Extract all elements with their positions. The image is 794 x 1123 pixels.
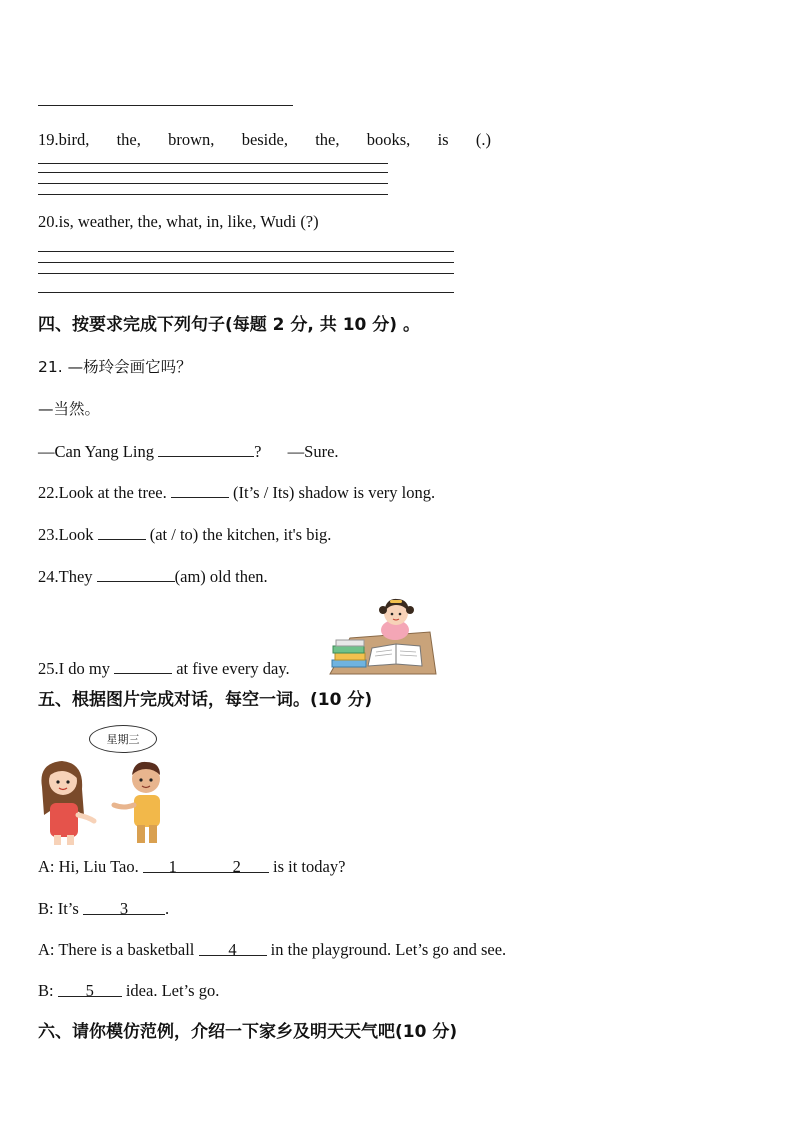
line1-suffix: is it today? (273, 857, 346, 876)
line3-prefix: A: There is a basketball (38, 940, 195, 959)
q23-before: 23.Look (38, 525, 94, 544)
blank-5[interactable] (58, 981, 122, 1000)
section-5-title: 五、根据图片完成对话，每空一词。(10 分) (38, 690, 373, 710)
q21-reply: —Sure. (287, 442, 339, 461)
word: is (437, 130, 449, 149)
answer-line (38, 105, 293, 106)
answer-line (38, 273, 454, 274)
q22-before: 22.Look at the tree. (38, 483, 167, 502)
q22-after: (It’s / Its) shadow is very long. (233, 483, 436, 502)
section-4-title: 四、按要求完成下列句子(每题 2 分, 共 10 分) 。 (38, 315, 420, 335)
word: brown, (168, 130, 215, 149)
q25 (38, 658, 290, 679)
answer-line (38, 172, 388, 173)
q22-blank[interactable] (171, 482, 229, 498)
q24-after: (am) old then. (174, 567, 268, 586)
line4-suffix: idea. Let’s go. (125, 981, 220, 1000)
q24-blank[interactable] (97, 566, 175, 582)
word: the, (315, 130, 340, 149)
blank-3[interactable] (83, 899, 165, 918)
q23 (38, 524, 331, 545)
blank-4[interactable] (199, 940, 267, 959)
answer-line (38, 183, 388, 184)
line1-prefix: A: Hi, Liu Tao. (38, 857, 139, 876)
speech-bubble (89, 725, 157, 753)
line3-suffix: in the playground. Let’s go and see. (270, 940, 507, 959)
blank-4-number: 4 (228, 940, 237, 959)
q24 (38, 566, 268, 587)
q23-after: (at / to) the kitchen, it's big. (149, 525, 332, 544)
blank-2[interactable] (177, 857, 269, 876)
q21-chinese-question: 21. —杨玲会画它吗？ (38, 358, 192, 376)
section-6-title: 六、请你模仿范例，介绍一下家乡及明天天气吧(10 分) (38, 1022, 458, 1042)
q23-blank[interactable] (98, 524, 146, 540)
blank-3-number: 3 (119, 899, 129, 918)
q25-blank[interactable] (114, 658, 172, 674)
word: 19.bird, (38, 130, 90, 149)
line2-prefix: B: It’s (38, 899, 79, 918)
q22 (38, 482, 435, 503)
q21-blank[interactable] (158, 441, 254, 457)
q25-after: at five every day. (176, 659, 290, 678)
q21-after: ? (254, 442, 262, 461)
q20-text: 20.is, weather, the, what, in, like, Wudi (?) (38, 212, 319, 231)
answer-line (38, 251, 454, 252)
line4-prefix: B: (38, 981, 54, 1000)
dialogue-line-4 (38, 981, 219, 1001)
word: books, (366, 130, 411, 149)
answer-line (38, 262, 454, 263)
blank-5-number: 5 (85, 981, 94, 1000)
answer-line (38, 163, 388, 164)
girl-studying-illustration (328, 596, 438, 676)
dialogue-line-1 (38, 857, 345, 877)
q25-before: 25.I do my (38, 659, 110, 678)
q19-words (38, 130, 491, 150)
word: beside, (241, 130, 288, 149)
dialogue-line-3 (38, 940, 506, 960)
blank-1[interactable] (143, 857, 177, 876)
blank-1-number: 1 (168, 857, 177, 876)
word: the, (116, 130, 141, 149)
word: (.) (475, 130, 491, 149)
q21-english (38, 441, 339, 462)
q21-chinese-answer: —当然。 (38, 400, 101, 418)
answer-line (38, 292, 454, 293)
bubble-text: 星期三 (106, 733, 140, 746)
q24-before: 24.They (38, 567, 93, 586)
answer-line (38, 194, 388, 195)
dialogue-line-2: B: It’s 3 . (38, 899, 170, 918)
q21-before: —Can Yang Ling (38, 442, 154, 461)
blank-2-number: 2 (232, 857, 241, 876)
kids-talking-illustration (36, 757, 172, 845)
